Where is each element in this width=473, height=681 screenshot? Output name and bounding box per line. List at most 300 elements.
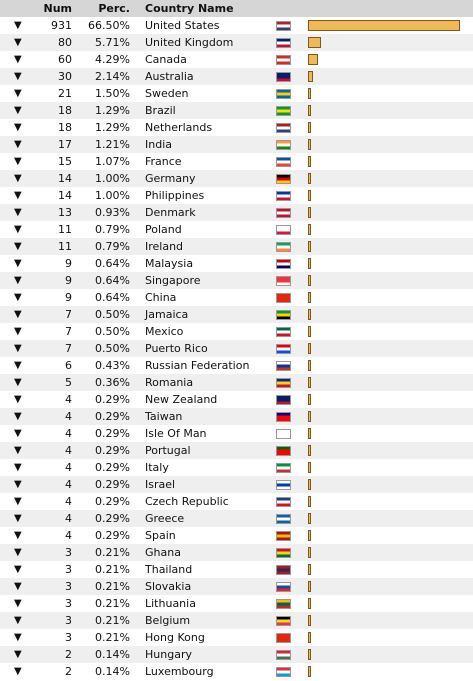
row-bar-cell bbox=[308, 612, 473, 629]
row-bar-cell bbox=[308, 187, 473, 204]
poland-flag-icon bbox=[276, 225, 291, 235]
row-bar-cell bbox=[308, 289, 473, 306]
expand-arrow-icon[interactable]: ▼ bbox=[14, 445, 22, 456]
row-num: 4 bbox=[65, 495, 72, 508]
row-country-name: France bbox=[145, 155, 182, 168]
greece-flag-icon bbox=[276, 514, 291, 524]
row-num: 3 bbox=[65, 614, 72, 627]
germany-flag-icon bbox=[276, 174, 291, 184]
row-bar-cell bbox=[308, 102, 473, 119]
row-perc: 0.21% bbox=[95, 546, 130, 559]
share-bar bbox=[308, 513, 311, 524]
expand-arrow-icon[interactable]: ▼ bbox=[14, 20, 22, 31]
row-flag-cell bbox=[276, 119, 308, 136]
share-bar bbox=[308, 564, 311, 575]
row-bar-cell bbox=[308, 153, 473, 170]
row-bar-cell bbox=[308, 340, 473, 357]
australia-flag-icon bbox=[276, 72, 291, 82]
expand-arrow-icon[interactable]: ▼ bbox=[14, 530, 22, 541]
row-country-name: Israel bbox=[145, 478, 176, 491]
row-perc: 0.64% bbox=[95, 291, 130, 304]
table-row bbox=[0, 119, 473, 136]
row-perc: 0.29% bbox=[95, 529, 130, 542]
row-country-name: Jamaica bbox=[145, 308, 189, 321]
row-perc: 66.50% bbox=[88, 19, 130, 32]
row-flag-cell bbox=[276, 612, 308, 629]
country-name-column-header[interactable]: Country Name bbox=[145, 2, 234, 15]
italy-flag-icon bbox=[276, 463, 291, 473]
ireland-flag-icon bbox=[276, 242, 291, 252]
row-num: 18 bbox=[58, 104, 72, 117]
row-country-name: Sweden bbox=[145, 87, 189, 100]
share-bar bbox=[308, 88, 311, 99]
table-row bbox=[0, 493, 473, 510]
row-flag-cell bbox=[276, 544, 308, 561]
row-perc: 1.00% bbox=[95, 172, 130, 185]
row-country-name: Australia bbox=[145, 70, 194, 83]
row-num: 2 bbox=[65, 665, 72, 678]
table-row bbox=[0, 510, 473, 527]
row-country-name: Malaysia bbox=[145, 257, 194, 270]
share-bar bbox=[308, 632, 311, 643]
expand-arrow-icon[interactable]: ▼ bbox=[14, 479, 22, 490]
share-bar bbox=[308, 394, 311, 405]
row-perc: 2.14% bbox=[95, 70, 130, 83]
china-flag-icon bbox=[276, 293, 291, 303]
row-bar-cell bbox=[308, 391, 473, 408]
row-country-name: Puerto Rico bbox=[145, 342, 208, 355]
expand-arrow-icon[interactable]: ▼ bbox=[14, 156, 22, 167]
table-row bbox=[0, 102, 473, 119]
row-perc: 0.21% bbox=[95, 597, 130, 610]
row-bar-cell bbox=[308, 510, 473, 527]
expand-arrow-icon[interactable]: ▼ bbox=[14, 258, 22, 269]
table-row bbox=[0, 323, 473, 340]
row-perc: 0.14% bbox=[95, 665, 130, 678]
row-flag-cell bbox=[276, 51, 308, 68]
table-row bbox=[0, 289, 473, 306]
table-row bbox=[0, 34, 473, 51]
expand-arrow-icon[interactable]: ▼ bbox=[14, 343, 22, 354]
row-country-name: Isle Of Man bbox=[145, 427, 207, 440]
table-row bbox=[0, 527, 473, 544]
row-country-name: Thailand bbox=[145, 563, 193, 576]
expand-arrow-icon[interactable]: ▼ bbox=[14, 564, 22, 575]
jamaica-flag-icon bbox=[276, 310, 291, 320]
row-num: 9 bbox=[65, 274, 72, 287]
row-flag-cell bbox=[276, 34, 308, 51]
row-bar-cell bbox=[308, 425, 473, 442]
share-bar bbox=[308, 479, 311, 490]
row-bar-cell bbox=[308, 459, 473, 476]
share-bar bbox=[308, 666, 311, 677]
row-bar-cell bbox=[308, 255, 473, 272]
share-bar bbox=[308, 241, 311, 252]
table-row bbox=[0, 408, 473, 425]
expand-arrow-icon[interactable]: ▼ bbox=[14, 309, 22, 320]
row-num: 3 bbox=[65, 631, 72, 644]
row-country-name: Italy bbox=[145, 461, 169, 474]
row-num: 9 bbox=[65, 291, 72, 304]
row-num: 4 bbox=[65, 444, 72, 457]
expand-arrow-icon[interactable]: ▼ bbox=[14, 241, 22, 252]
row-country-name: China bbox=[145, 291, 177, 304]
row-perc: 0.50% bbox=[95, 325, 130, 338]
expand-arrow-icon[interactable]: ▼ bbox=[14, 462, 22, 473]
share-bar bbox=[308, 547, 311, 558]
row-num: 4 bbox=[65, 478, 72, 491]
row-perc: 0.79% bbox=[95, 223, 130, 236]
row-perc: 0.64% bbox=[95, 257, 130, 270]
row-num: 18 bbox=[58, 121, 72, 134]
row-country-name: Spain bbox=[145, 529, 176, 542]
row-bar-cell bbox=[308, 68, 473, 85]
row-country-name: Lithuania bbox=[145, 597, 196, 610]
row-num: 4 bbox=[65, 393, 72, 406]
row-country-name: Singapore bbox=[145, 274, 201, 287]
row-flag-cell bbox=[276, 221, 308, 238]
row-num: 4 bbox=[65, 512, 72, 525]
table-row bbox=[0, 306, 473, 323]
row-country-name: Russian Federation bbox=[145, 359, 250, 372]
row-perc: 0.50% bbox=[95, 342, 130, 355]
table-row bbox=[0, 578, 473, 595]
row-country-name: Portugal bbox=[145, 444, 191, 457]
row-flag-cell bbox=[276, 136, 308, 153]
row-perc: 0.36% bbox=[95, 376, 130, 389]
row-flag-cell bbox=[276, 663, 308, 680]
row-num: 60 bbox=[58, 53, 72, 66]
row-num: 4 bbox=[65, 427, 72, 440]
row-bar-cell bbox=[308, 374, 473, 391]
spain-flag-icon bbox=[276, 531, 291, 541]
row-country-name: Denmark bbox=[145, 206, 196, 219]
row-num: 14 bbox=[58, 172, 72, 185]
row-bar-cell bbox=[308, 408, 473, 425]
denmark-flag-icon bbox=[276, 208, 291, 218]
row-perc: 0.29% bbox=[95, 393, 130, 406]
row-num: 14 bbox=[58, 189, 72, 202]
row-bar-cell bbox=[308, 323, 473, 340]
row-flag-cell bbox=[276, 323, 308, 340]
expand-arrow-icon[interactable]: ▼ bbox=[14, 37, 22, 48]
share-bar bbox=[308, 292, 311, 303]
row-bar-cell bbox=[308, 119, 473, 136]
num-column-header[interactable]: Num bbox=[43, 2, 72, 15]
row-num: 3 bbox=[65, 563, 72, 576]
share-bar bbox=[308, 190, 311, 201]
israel-flag-icon bbox=[276, 480, 291, 490]
table-row bbox=[0, 272, 473, 289]
expand-arrow-icon[interactable]: ▼ bbox=[14, 377, 22, 388]
share-bar bbox=[308, 360, 311, 371]
perc-column-header[interactable]: Perc. bbox=[98, 2, 130, 15]
row-perc: 0.50% bbox=[95, 308, 130, 321]
row-num: 2 bbox=[65, 648, 72, 661]
row-num: 21 bbox=[58, 87, 72, 100]
share-bar bbox=[308, 377, 311, 388]
philippines-flag-icon bbox=[276, 191, 291, 201]
expand-arrow-icon[interactable]: ▼ bbox=[14, 496, 22, 507]
expand-arrow-icon[interactable]: ▼ bbox=[14, 615, 22, 626]
table-row bbox=[0, 51, 473, 68]
czech-flag-icon bbox=[276, 497, 291, 507]
row-bar-cell bbox=[308, 663, 473, 680]
share-bar bbox=[308, 224, 311, 235]
row-num: 931 bbox=[51, 19, 72, 32]
canada-flag-icon bbox=[276, 55, 291, 65]
table-row bbox=[0, 561, 473, 578]
row-bar-cell bbox=[308, 85, 473, 102]
row-flag-cell bbox=[276, 408, 308, 425]
row-country-name: Taiwan bbox=[145, 410, 183, 423]
row-bar-cell bbox=[308, 306, 473, 323]
netherlands-flag-icon bbox=[276, 123, 291, 133]
row-bar-cell bbox=[308, 357, 473, 374]
row-country-name: Hong Kong bbox=[145, 631, 205, 644]
share-bar bbox=[308, 54, 318, 65]
table-row bbox=[0, 442, 473, 459]
hungary-flag-icon bbox=[276, 650, 291, 660]
table-row bbox=[0, 255, 473, 272]
row-num: 4 bbox=[65, 529, 72, 542]
share-bar bbox=[308, 173, 311, 184]
slovakia-flag-icon bbox=[276, 582, 291, 592]
row-country-name: Philippines bbox=[145, 189, 205, 202]
table-row bbox=[0, 595, 473, 612]
share-bar bbox=[308, 615, 311, 626]
row-bar-cell bbox=[308, 204, 473, 221]
share-bar bbox=[308, 496, 311, 507]
expand-arrow-icon[interactable]: ▼ bbox=[14, 275, 22, 286]
expand-arrow-icon[interactable]: ▼ bbox=[14, 326, 22, 337]
row-num: 7 bbox=[65, 308, 72, 321]
table-row bbox=[0, 136, 473, 153]
row-num: 7 bbox=[65, 325, 72, 338]
share-bar bbox=[308, 275, 311, 286]
brazil-flag-icon bbox=[276, 106, 291, 116]
table-row bbox=[0, 357, 473, 374]
row-country-name: Ghana bbox=[145, 546, 181, 559]
row-perc: 0.21% bbox=[95, 563, 130, 576]
share-bar bbox=[308, 122, 311, 133]
row-perc: 1.29% bbox=[95, 104, 130, 117]
row-flag-cell bbox=[276, 510, 308, 527]
malaysia-flag-icon bbox=[276, 259, 291, 269]
row-bar-cell bbox=[308, 493, 473, 510]
expand-arrow-icon[interactable]: ▼ bbox=[14, 411, 22, 422]
new-zealand-flag-icon bbox=[276, 395, 291, 405]
expand-arrow-icon[interactable]: ▼ bbox=[14, 581, 22, 592]
expand-arrow-icon[interactable]: ▼ bbox=[14, 224, 22, 235]
row-country-name: Mexico bbox=[145, 325, 184, 338]
expand-arrow-icon[interactable]: ▼ bbox=[14, 54, 22, 65]
row-country-name: Czech Republic bbox=[145, 495, 229, 508]
row-flag-cell bbox=[276, 170, 308, 187]
row-perc: 0.21% bbox=[95, 580, 130, 593]
share-bar bbox=[308, 309, 311, 320]
table-row bbox=[0, 476, 473, 493]
expand-arrow-icon[interactable]: ▼ bbox=[14, 360, 22, 371]
table-row bbox=[0, 663, 473, 680]
row-flag-cell bbox=[276, 306, 308, 323]
row-flag-cell bbox=[276, 374, 308, 391]
row-perc: 1.29% bbox=[95, 121, 130, 134]
share-bar bbox=[308, 207, 311, 218]
share-bar bbox=[308, 581, 311, 592]
row-flag-cell bbox=[276, 629, 308, 646]
table-row bbox=[0, 187, 473, 204]
row-perc: 0.29% bbox=[95, 512, 130, 525]
row-flag-cell bbox=[276, 527, 308, 544]
row-perc: 1.07% bbox=[95, 155, 130, 168]
row-bar-cell bbox=[308, 527, 473, 544]
portugal-flag-icon bbox=[276, 446, 291, 456]
russia-flag-icon bbox=[276, 361, 291, 371]
table-row bbox=[0, 68, 473, 85]
row-perc: 0.29% bbox=[95, 495, 130, 508]
table-row bbox=[0, 544, 473, 561]
row-flag-cell bbox=[276, 459, 308, 476]
row-bar-cell bbox=[308, 170, 473, 187]
share-bar bbox=[308, 411, 311, 422]
expand-arrow-icon[interactable]: ▼ bbox=[14, 88, 22, 99]
table-header bbox=[0, 0, 473, 17]
expand-arrow-icon[interactable]: ▼ bbox=[14, 190, 22, 201]
row-num: 9 bbox=[65, 257, 72, 270]
france-flag-icon bbox=[276, 157, 291, 167]
expand-arrow-icon[interactable]: ▼ bbox=[14, 292, 22, 303]
singapore-flag-icon bbox=[276, 276, 291, 286]
table-row bbox=[0, 391, 473, 408]
table-row bbox=[0, 170, 473, 187]
row-num: 3 bbox=[65, 597, 72, 610]
row-perc: 0.79% bbox=[95, 240, 130, 253]
romania-flag-icon bbox=[276, 378, 291, 388]
row-num: 3 bbox=[65, 580, 72, 593]
row-country-name: Greece bbox=[145, 512, 185, 525]
row-flag-cell bbox=[276, 153, 308, 170]
table-row bbox=[0, 374, 473, 391]
row-flag-cell bbox=[276, 255, 308, 272]
taiwan-flag-icon bbox=[276, 412, 291, 422]
row-num: 15 bbox=[58, 155, 72, 168]
row-bar-cell bbox=[308, 51, 473, 68]
table-row bbox=[0, 425, 473, 442]
row-bar-cell bbox=[308, 17, 473, 34]
expand-arrow-icon[interactable]: ▼ bbox=[14, 105, 22, 116]
row-perc: 0.29% bbox=[95, 444, 130, 457]
row-num: 13 bbox=[58, 206, 72, 219]
expand-arrow-icon[interactable]: ▼ bbox=[14, 173, 22, 184]
table-row bbox=[0, 153, 473, 170]
table-row bbox=[0, 629, 473, 646]
row-bar-cell bbox=[308, 476, 473, 493]
belgium-flag-icon bbox=[276, 616, 291, 626]
us-flag-icon bbox=[276, 21, 291, 31]
row-flag-cell bbox=[276, 85, 308, 102]
row-country-name: United Kingdom bbox=[145, 36, 234, 49]
row-flag-cell bbox=[276, 425, 308, 442]
row-num: 6 bbox=[65, 359, 72, 372]
row-bar-cell bbox=[308, 629, 473, 646]
ghana-flag-icon bbox=[276, 548, 291, 558]
arrow-column-header bbox=[0, 0, 38, 17]
expand-arrow-icon[interactable]: ▼ bbox=[14, 394, 22, 405]
row-bar-cell bbox=[308, 544, 473, 561]
row-bar-cell bbox=[308, 272, 473, 289]
row-flag-cell bbox=[276, 493, 308, 510]
share-bar bbox=[308, 530, 311, 541]
hong-kong-flag-icon bbox=[276, 633, 291, 643]
expand-arrow-icon[interactable]: ▼ bbox=[14, 547, 22, 558]
expand-arrow-icon[interactable]: ▼ bbox=[14, 513, 22, 524]
row-perc: 0.29% bbox=[95, 427, 130, 440]
expand-arrow-icon[interactable]: ▼ bbox=[14, 649, 22, 660]
share-bar bbox=[308, 20, 460, 31]
row-num: 4 bbox=[65, 461, 72, 474]
row-country-name: United States bbox=[145, 19, 220, 32]
row-bar-cell bbox=[308, 646, 473, 663]
share-bar bbox=[308, 445, 311, 456]
table-row bbox=[0, 238, 473, 255]
row-country-name: Luxembourg bbox=[145, 665, 214, 678]
table-row bbox=[0, 459, 473, 476]
row-flag-cell bbox=[276, 187, 308, 204]
row-num: 11 bbox=[58, 223, 72, 236]
thailand-flag-icon bbox=[276, 565, 291, 575]
share-bar bbox=[308, 649, 311, 660]
share-bar bbox=[308, 71, 313, 82]
isle-of-man-flag-icon bbox=[276, 429, 291, 439]
row-perc: 0.93% bbox=[95, 206, 130, 219]
share-bar bbox=[308, 156, 311, 167]
row-num: 17 bbox=[58, 138, 72, 151]
row-country-name: Germany bbox=[145, 172, 196, 185]
row-bar-cell bbox=[308, 595, 473, 612]
expand-arrow-icon[interactable]: ▼ bbox=[14, 71, 22, 82]
expand-arrow-icon[interactable]: ▼ bbox=[14, 428, 22, 439]
row-perc: 4.29% bbox=[95, 53, 130, 66]
table-row bbox=[0, 85, 473, 102]
expand-arrow-icon[interactable]: ▼ bbox=[14, 632, 22, 643]
row-country-name: Hungary bbox=[145, 648, 192, 661]
expand-arrow-icon[interactable]: ▼ bbox=[14, 666, 22, 677]
table-row bbox=[0, 340, 473, 357]
row-country-name: India bbox=[145, 138, 172, 151]
row-num: 30 bbox=[58, 70, 72, 83]
row-flag-cell bbox=[276, 476, 308, 493]
row-perc: 0.29% bbox=[95, 478, 130, 491]
expand-arrow-icon[interactable]: ▼ bbox=[14, 598, 22, 609]
expand-arrow-icon[interactable]: ▼ bbox=[14, 122, 22, 133]
row-flag-cell bbox=[276, 272, 308, 289]
bar-column-header bbox=[308, 0, 473, 17]
expand-arrow-icon[interactable]: ▼ bbox=[14, 207, 22, 218]
row-flag-cell bbox=[276, 102, 308, 119]
row-country-name: Romania bbox=[145, 376, 194, 389]
row-flag-cell bbox=[276, 357, 308, 374]
table-row bbox=[0, 204, 473, 221]
sweden-flag-icon bbox=[276, 89, 291, 99]
row-flag-cell bbox=[276, 595, 308, 612]
share-bar bbox=[308, 258, 311, 269]
puerto-rico-flag-icon bbox=[276, 344, 291, 354]
expand-arrow-icon[interactable]: ▼ bbox=[14, 139, 22, 150]
row-num: 11 bbox=[58, 240, 72, 253]
share-bar bbox=[308, 37, 321, 48]
table-body bbox=[0, 17, 473, 680]
